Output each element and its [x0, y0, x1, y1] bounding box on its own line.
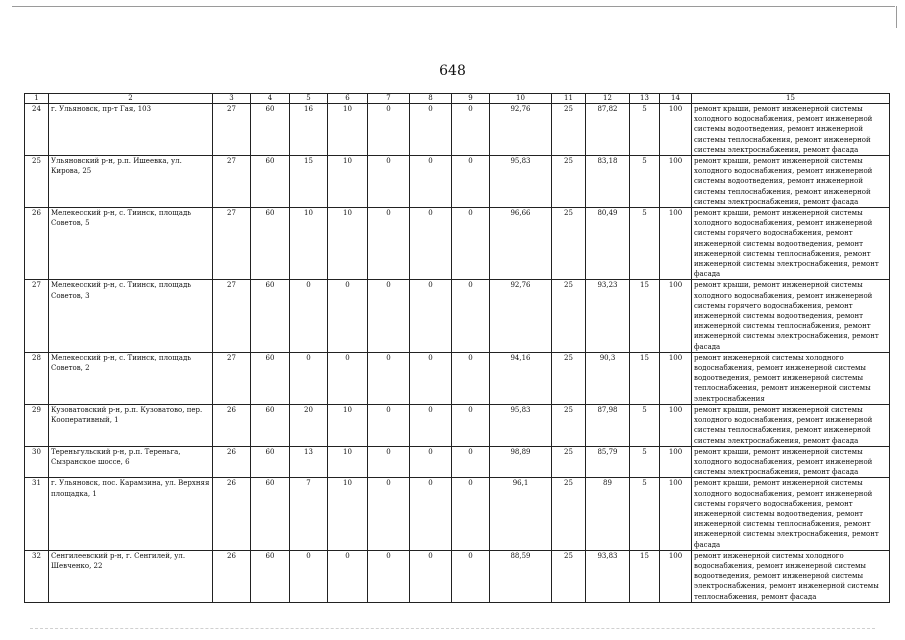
- col-14: 100: [660, 104, 692, 156]
- column-header-7: 7: [368, 94, 410, 104]
- table-row: [25, 550, 890, 602]
- col-7: 0: [368, 352, 410, 404]
- col-9: 0: [452, 352, 490, 404]
- col-13: 5: [630, 446, 660, 478]
- col-12: 93,83: [586, 550, 630, 602]
- col-5: 10: [290, 208, 328, 280]
- col-8: 0: [410, 280, 452, 352]
- col-6: 10: [328, 104, 368, 156]
- address: Мелекесский р-н, с. Тиинск, площадь Советов, 3: [49, 280, 213, 352]
- row-number: 30: [25, 446, 49, 478]
- col-11: 25: [552, 446, 586, 478]
- page-number: 648: [439, 63, 466, 79]
- col-8: 0: [410, 478, 452, 550]
- column-header-4: 4: [251, 94, 290, 104]
- row-number: 29: [25, 404, 49, 446]
- col-4: 60: [251, 104, 290, 156]
- col-12: 85,79: [586, 446, 630, 478]
- col-10: 95,83: [490, 404, 552, 446]
- col-7: 0: [368, 280, 410, 352]
- row-number: 28: [25, 352, 49, 404]
- work-description: ремонт инженерной системы холодного водоснабжения, ремонт инженерной системы водоотведения, ремонт инженерной системы теплоснабжения, ремонт инженерной системы электроснабжения: [692, 352, 890, 404]
- col-13: 5: [630, 404, 660, 446]
- col-12: 80,49: [586, 208, 630, 280]
- col-13: 5: [630, 478, 660, 550]
- table-row: [25, 104, 890, 156]
- table-row: [25, 208, 890, 280]
- col-6: 10: [328, 478, 368, 550]
- col-9: 0: [452, 446, 490, 478]
- col-8: 0: [410, 156, 452, 208]
- col-9: 0: [452, 208, 490, 280]
- col-3: 27: [213, 208, 251, 280]
- col-14: 100: [660, 280, 692, 352]
- col-7: 0: [368, 404, 410, 446]
- col-4: 60: [251, 208, 290, 280]
- address: Мелекесский р-н, с. Тиинск, площадь Советов, 5: [49, 208, 213, 280]
- col-14: 100: [660, 404, 692, 446]
- col-3: 27: [213, 280, 251, 352]
- scan-bottom-edge: [30, 628, 875, 629]
- address: Тереньгульский р-н, р.п. Тереньга, Сызранское шоссе, 6: [49, 446, 213, 478]
- col-5: 13: [290, 446, 328, 478]
- table-body: [25, 104, 890, 603]
- col-10: 88,59: [490, 550, 552, 602]
- col-9: 0: [452, 104, 490, 156]
- work-description: ремонт крыши, ремонт инженерной системы холодного водоснабжения, ремонт инженерной системы водоотведения, ремонт инженерной системы теплоснабжения, ремонт инженерной системы электроснабжения, ремонт фасада: [692, 156, 890, 208]
- col-4: 60: [251, 478, 290, 550]
- col-4: 60: [251, 550, 290, 602]
- table-row: [25, 478, 890, 550]
- address: г. Ульяновск, пос. Карамзина, ул. Верхняя площадка, 1: [49, 478, 213, 550]
- work-description: ремонт крыши, ремонт инженерной системы холодного водоснабжения, ремонт инженерной системы водоотведения, ремонт инженерной системы теплоснабжения, ремонт инженерной системы электроснабжения, ремонт фасада: [692, 104, 890, 156]
- column-header-5: 5: [290, 94, 328, 104]
- col-14: 100: [660, 478, 692, 550]
- col-11: 25: [552, 156, 586, 208]
- column-header-12: 12: [586, 94, 630, 104]
- col-12: 83,18: [586, 156, 630, 208]
- col-5: 0: [290, 280, 328, 352]
- col-14: 100: [660, 156, 692, 208]
- col-9: 0: [452, 478, 490, 550]
- col-14: 100: [660, 352, 692, 404]
- col-13: 5: [630, 156, 660, 208]
- col-13: 15: [630, 280, 660, 352]
- col-6: 0: [328, 280, 368, 352]
- col-10: 95,83: [490, 156, 552, 208]
- col-9: 0: [452, 156, 490, 208]
- address: Сенгилеевский р-н, г. Сенгилей, ул. Шевченко, 22: [49, 550, 213, 602]
- work-description: ремонт инженерной системы холодного водоснабжения, ремонт инженерной системы водоотведения, ремонт инженерной системы электроснабжения, ремонт инженерной системы теплоснабжения, ремонт фасада: [692, 550, 890, 602]
- col-8: 0: [410, 208, 452, 280]
- col-14: 100: [660, 550, 692, 602]
- col-4: 60: [251, 280, 290, 352]
- row-number: 26: [25, 208, 49, 280]
- table-row: [25, 446, 890, 478]
- col-7: 0: [368, 478, 410, 550]
- col-6: 10: [328, 404, 368, 446]
- col-5: 15: [290, 156, 328, 208]
- row-number: 31: [25, 478, 49, 550]
- work-description: ремонт крыши, ремонт инженерной системы холодного водоснабжения, ремонт инженерной системы теплоснабжения, ремонт инженерной системы электроснабжения, ремонт фасада: [692, 404, 890, 446]
- column-header-10: 10: [490, 94, 552, 104]
- col-9: 0: [452, 404, 490, 446]
- column-header-2: 2: [49, 94, 213, 104]
- col-10: 92,76: [490, 280, 552, 352]
- col-12: 93,23: [586, 280, 630, 352]
- col-8: 0: [410, 104, 452, 156]
- col-8: 0: [410, 550, 452, 602]
- col-6: 0: [328, 352, 368, 404]
- col-4: 60: [251, 156, 290, 208]
- col-3: 27: [213, 156, 251, 208]
- col-8: 0: [410, 404, 452, 446]
- row-number: 32: [25, 550, 49, 602]
- col-4: 60: [251, 446, 290, 478]
- header-row: [25, 94, 890, 104]
- column-header-6: 6: [328, 94, 368, 104]
- col-3: 26: [213, 478, 251, 550]
- col-10: 96,1: [490, 478, 552, 550]
- work-description: ремонт крыши, ремонт инженерной системы холодного водоснабжения, ремонт инженерной системы горячего водоснабжения, ремонт инженерной системы водоотведения, ремонт инженерной системы теплоснабжения, ремонт инженерной системы электроснабжения, ремонт фасада: [692, 478, 890, 550]
- col-4: 60: [251, 352, 290, 404]
- col-6: 10: [328, 208, 368, 280]
- table-row: [25, 156, 890, 208]
- col-7: 0: [368, 208, 410, 280]
- address: Мелекесский р-н, с. Тиинск, площадь Советов, 2: [49, 352, 213, 404]
- col-13: 5: [630, 104, 660, 156]
- col-13: 15: [630, 550, 660, 602]
- col-5: 0: [290, 550, 328, 602]
- table-row: [25, 352, 890, 404]
- col-11: 25: [552, 404, 586, 446]
- scan-right-border: [896, 6, 897, 28]
- col-7: 0: [368, 446, 410, 478]
- column-header-1: 1: [25, 94, 49, 104]
- col-3: 26: [213, 550, 251, 602]
- col-10: 98,89: [490, 446, 552, 478]
- col-10: 94,16: [490, 352, 552, 404]
- col-7: 0: [368, 550, 410, 602]
- col-13: 5: [630, 208, 660, 280]
- col-3: 27: [213, 352, 251, 404]
- row-number: 24: [25, 104, 49, 156]
- col-3: 27: [213, 104, 251, 156]
- col-11: 25: [552, 280, 586, 352]
- work-description: ремонт крыши, ремонт инженерной системы холодного водоснабжения, ремонт инженерной системы электроснабжения, ремонт фасада: [692, 446, 890, 478]
- work-description: ремонт крыши, ремонт инженерной системы холодного водоснабжения, ремонт инженерной системы горячего водоснабжения, ремонт инженерной системы водоотведения, ремонт инженерной системы теплоснабжения, ремонт инженерной системы электроснабжения, ремонт фасада: [692, 208, 890, 280]
- column-header-9: 9: [452, 94, 490, 104]
- col-6: 10: [328, 156, 368, 208]
- col-13: 15: [630, 352, 660, 404]
- col-10: 92,76: [490, 104, 552, 156]
- col-14: 100: [660, 208, 692, 280]
- col-7: 0: [368, 156, 410, 208]
- col-5: 7: [290, 478, 328, 550]
- col-7: 0: [368, 104, 410, 156]
- work-description: ремонт крыши, ремонт инженерной системы холодного водоснабжения, ремонт инженерной системы горячего водоснабжения, ремонт инженерной системы водоотведения, ремонт инженерной системы теплоснабжения, ремонт инженерной системы электроснабжения, ремонт фасада: [692, 280, 890, 352]
- data-table: [24, 93, 890, 603]
- col-11: 25: [552, 478, 586, 550]
- col-5: 20: [290, 404, 328, 446]
- col-8: 0: [410, 446, 452, 478]
- col-10: 96,66: [490, 208, 552, 280]
- col-14: 100: [660, 446, 692, 478]
- col-11: 25: [552, 208, 586, 280]
- address: Ульяновский р-н, р.п. Ишеевка, ул. Кирова, 25: [49, 156, 213, 208]
- column-header-11: 11: [552, 94, 586, 104]
- col-11: 25: [552, 352, 586, 404]
- col-5: 16: [290, 104, 328, 156]
- col-12: 87,82: [586, 104, 630, 156]
- col-4: 60: [251, 404, 290, 446]
- table-row: [25, 280, 890, 352]
- column-header-8: 8: [410, 94, 452, 104]
- col-12: 90,3: [586, 352, 630, 404]
- col-12: 89: [586, 478, 630, 550]
- col-12: 87,98: [586, 404, 630, 446]
- address: Кузоватовский р-н, р.п. Кузоватово, пер. Кооперативный, 1: [49, 404, 213, 446]
- col-9: 0: [452, 280, 490, 352]
- column-header-13: 13: [630, 94, 660, 104]
- row-number: 25: [25, 156, 49, 208]
- row-number: 27: [25, 280, 49, 352]
- col-3: 26: [213, 446, 251, 478]
- col-8: 0: [410, 352, 452, 404]
- col-9: 0: [452, 550, 490, 602]
- column-header-3: 3: [213, 94, 251, 104]
- col-11: 25: [552, 104, 586, 156]
- column-header-15: 15: [692, 94, 890, 104]
- col-6: 10: [328, 446, 368, 478]
- column-header-14: 14: [660, 94, 692, 104]
- scan-top-border: [12, 6, 895, 7]
- address: г. Ульяновск, пр-т Гая, 103: [49, 104, 213, 156]
- col-6: 0: [328, 550, 368, 602]
- col-11: 25: [552, 550, 586, 602]
- col-3: 26: [213, 404, 251, 446]
- table-row: [25, 404, 890, 446]
- col-5: 0: [290, 352, 328, 404]
